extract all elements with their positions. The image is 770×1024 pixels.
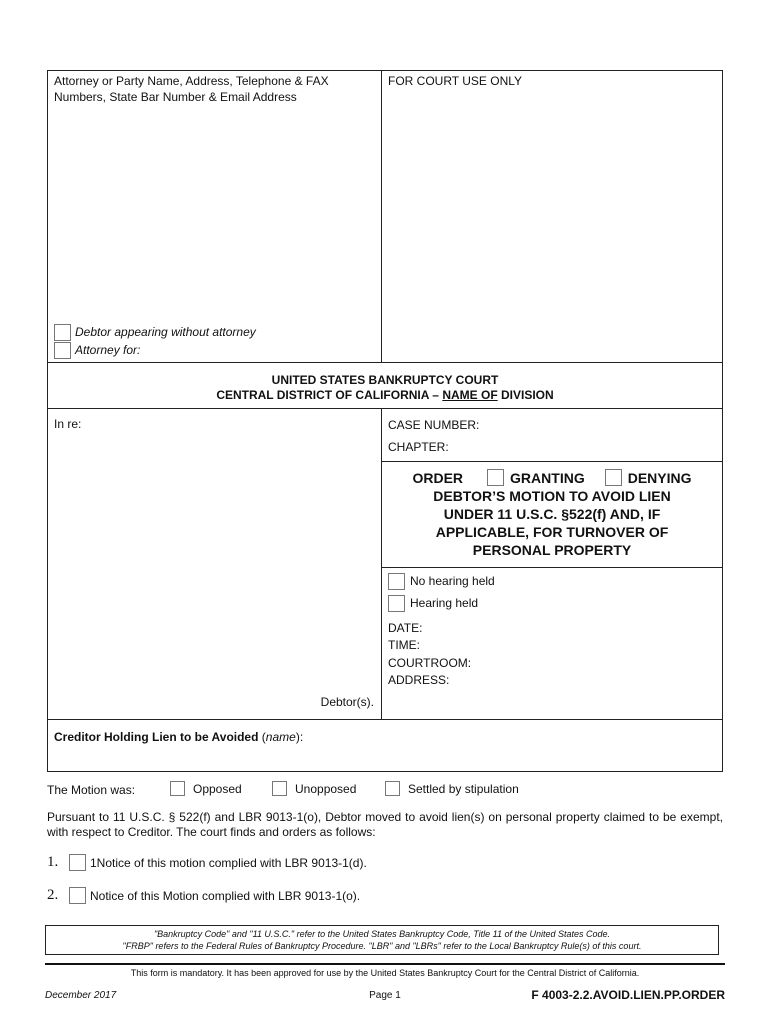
- finding-item-1-number: 1.: [47, 854, 59, 870]
- finding-item-2-text: Notice of this Motion complied with LBR 9013-1(o).: [90, 888, 361, 903]
- attorney-header: Attorney or Party Name, Address, Telephone & FAX Numbers, State Bar Number & Email Address: [54, 74, 329, 104]
- caption-box: [47, 70, 723, 772]
- creditor-row: [54, 730, 303, 744]
- attorney-for-row: [54, 341, 140, 359]
- hearing-time-label: TIME:: [388, 638, 420, 652]
- order-title-line2: DEBTOR’S MOTION TO AVOID LIEN: [433, 488, 671, 504]
- unopposed-checkbox[interactable]: [272, 781, 287, 796]
- hearing-held-row: [388, 594, 478, 612]
- finding-item-1: [47, 854, 367, 871]
- granting-label: GRANTING: [510, 469, 585, 486]
- in-re-label: In re:: [54, 417, 82, 431]
- hearing-held-label: Hearing held: [410, 596, 479, 610]
- finding-item-2-number: 2.: [47, 887, 59, 903]
- finding-item-1-checkbox[interactable]: [69, 854, 86, 871]
- unopposed-row: [272, 781, 356, 796]
- court-name-line1: UNITED STATES BANKRUPTCY COURT: [271, 373, 499, 387]
- divider-h2: [47, 408, 723, 409]
- debtor-without-attorney-checkbox[interactable]: [54, 324, 71, 341]
- no-hearing-label: No hearing held: [410, 574, 495, 588]
- footer-page: Page 1: [369, 990, 401, 1001]
- pursuant-paragraph: Pursuant to 11 U.S.C. § 522(f) and LBR 9013-1(o), Debtor moved to avoid lien(s) on personal property claimed to be exempt, with respect to Creditor. The court finds and orders as follows:: [47, 810, 723, 839]
- hearing-date-label: DATE:: [388, 621, 423, 635]
- footer-rule: [45, 963, 725, 965]
- order-word: ORDER: [412, 469, 464, 486]
- creditor-paren-close: ):: [295, 730, 304, 744]
- finding-item-1-text: 1Notice of this motion complied with LBR 9013-1(d).: [90, 855, 367, 870]
- court-name-line2: [47, 387, 723, 403]
- divider-h1: [47, 362, 723, 363]
- creditor-name-hint: name: [265, 730, 296, 744]
- court-division-suffix: DIVISION: [497, 388, 554, 402]
- definitions-line1: "Bankruptcy Code" and "11 U.S.C." refer to the United States Bankruptcy Code, Title 11 of the United States Code.: [153, 929, 611, 939]
- hearing-courtroom-label: COURTROOM:: [388, 656, 472, 670]
- creditor-paren-open: (: [258, 730, 266, 744]
- opposed-row: [170, 781, 242, 796]
- debtors-label: Debtor(s).: [320, 695, 374, 709]
- hearing-held-checkbox[interactable]: [388, 595, 405, 612]
- division-name-placeholder: NAME OF: [442, 388, 498, 402]
- creditor-label: Creditor Holding Lien to be Avoided: [54, 730, 259, 744]
- finding-item-2: [47, 887, 360, 904]
- opposed-label: Opposed: [193, 781, 242, 796]
- finding-item-2-checkbox[interactable]: [69, 887, 86, 904]
- divider-order-top: [381, 461, 723, 462]
- order-title-line4: APPLICABLE, FOR TURNOVER OF: [435, 524, 669, 540]
- attorney-for-checkbox[interactable]: [54, 342, 71, 359]
- no-hearing-checkbox[interactable]: [388, 573, 405, 590]
- divider-vertical-mid: [381, 408, 382, 720]
- opposed-checkbox[interactable]: [170, 781, 185, 796]
- chapter-label: CHAPTER:: [388, 440, 449, 454]
- divider-order-bottom: [381, 567, 723, 568]
- settled-label: Settled by stipulation: [408, 781, 519, 796]
- footer-form-id: F 4003-2.2.AVOID.LIEN.PP.ORDER: [531, 988, 725, 1002]
- granting-checkbox[interactable]: [487, 469, 504, 486]
- case-number-label: CASE NUMBER:: [388, 418, 480, 432]
- no-hearing-row: [388, 572, 495, 590]
- definitions-line2: "FRBP" refers to the Federal Rules of Bankruptcy Procedure. "LBR" and "LBRs" refer to the Local Bankruptcy Rule(s) of this court.: [122, 941, 642, 951]
- settled-checkbox[interactable]: [385, 781, 400, 796]
- motion-label: The Motion was:: [47, 783, 136, 797]
- settled-row: [385, 781, 519, 796]
- order-title-line3: UNDER 11 U.S.C. §522(f) AND, IF: [443, 506, 661, 522]
- court-use-label: FOR COURT USE ONLY: [388, 74, 523, 88]
- attorney-for-label: Attorney for:: [75, 343, 141, 357]
- unopposed-label: Unopposed: [295, 781, 357, 796]
- denying-checkbox[interactable]: [605, 469, 622, 486]
- hearing-address-label: ADDRESS:: [388, 673, 450, 687]
- debtor-without-attorney-label: Debtor appearing without attorney: [75, 325, 256, 339]
- footer-mandatory: This form is mandatory. It has been approved for use by the United States Bankruptcy Court for the Central District of California.: [130, 968, 640, 978]
- court-district: CENTRAL DISTRICT OF CALIFORNIA –: [216, 388, 443, 402]
- debtor-without-attorney-row: [54, 323, 256, 341]
- order-title-line5: PERSONAL PROPERTY: [472, 542, 632, 558]
- divider-h3: [47, 719, 723, 720]
- denying-label: DENYING: [627, 469, 692, 486]
- order-title-line1: [381, 469, 723, 486]
- footer-date: December 2017: [45, 990, 117, 1001]
- divider-vertical-top: [381, 70, 382, 363]
